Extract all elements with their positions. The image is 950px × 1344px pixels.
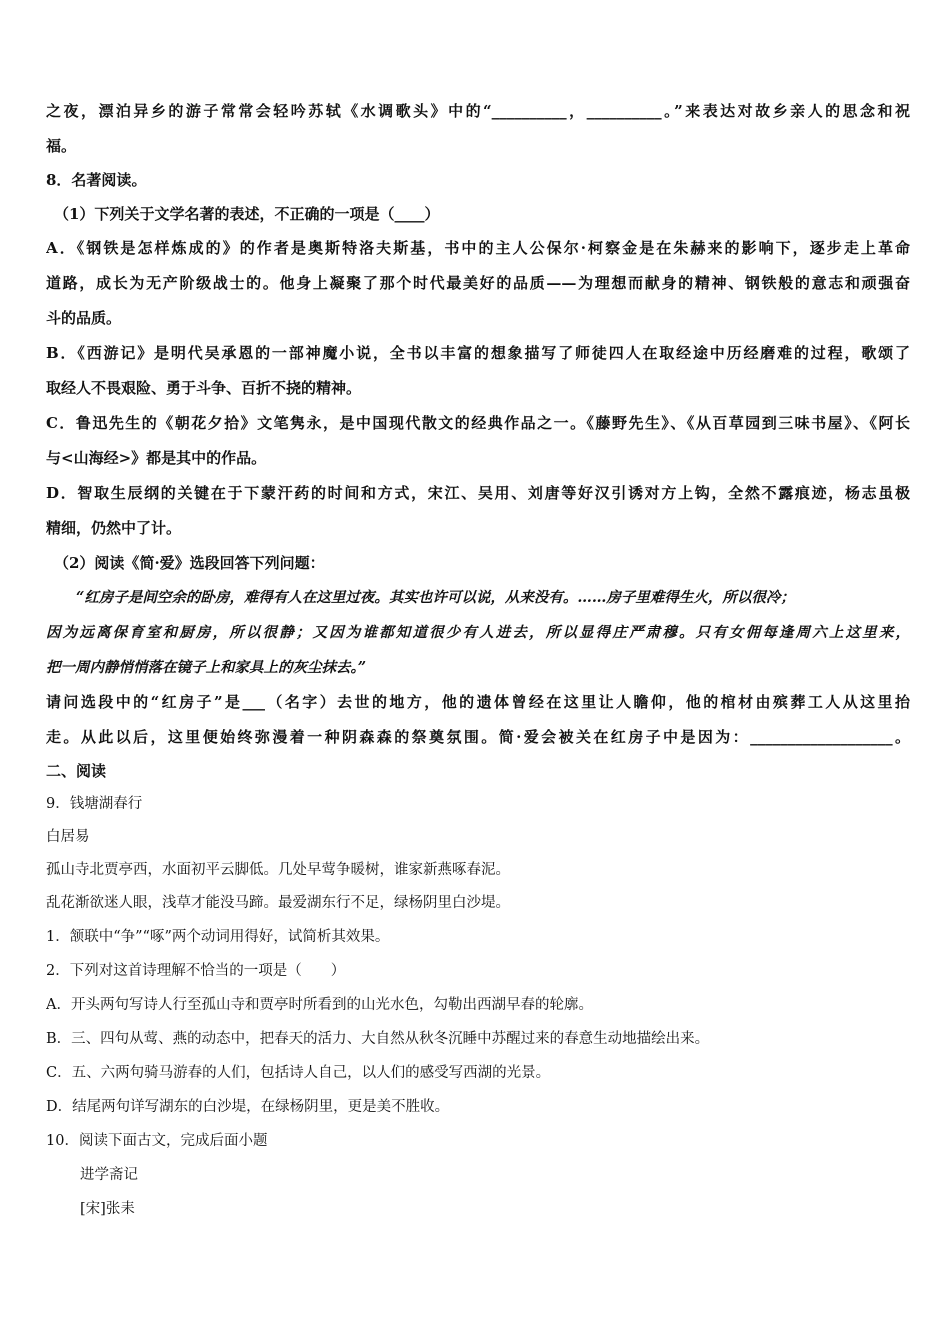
- q10-title: 10．阅读下面古文，完成后面小题: [46, 1133, 268, 1149]
- q8-ask-line-2: 走。从此以后，这里便始终弥漫着一种阴森森的祭奠氛围。简·爱会被关在红房子中是因为：___________________。: [46, 728, 910, 746]
- q8-option-c-line-1: C．鲁迅先生的《朝花夕拾》文笔隽永，是中国现代散文的经典作品之一。《藤野先生》、《从百草园到三味书屋》、《阿长: [46, 414, 910, 432]
- q9-option-d: D．结尾两句详写湖东的白沙堤，在绿杨阴里，更是美不胜收。: [46, 1099, 450, 1115]
- q9-option-c: C．五、六两句骑马游春的人们，包括诗人自己，以人们的感受写西湖的光景。: [46, 1065, 551, 1081]
- q9-poem-author: 白居易: [46, 829, 90, 845]
- q8-option-b-line-2: 取经人不畏艰险、勇于斗争、百折不挠的精神。: [46, 379, 362, 397]
- q8-ask-line-1: 请问选段中的“红房子”是___（名字）去世的地方，他的遗体曾经在这里让人瞻仰，他的棺材由殡葬工人从这里抬: [46, 693, 910, 711]
- document-page: [46, 94, 910, 1226]
- q9-option-a: A．开头两句写诗人行至孤山寺和贾亭时所看到的山光水色，勾勒出西湖早春的轮廓。: [46, 997, 593, 1013]
- q9-poem-line-2: 乱花渐欲迷人眼，浅草才能没马蹄。最爱湖东行不足，绿杨阴里白沙堤。: [46, 895, 510, 911]
- q9-title: 9．钱塘湖春行: [46, 796, 143, 812]
- q8-sub-question-1: （1）下列关于文学名著的表述，不正确的一项是（____）: [54, 205, 440, 223]
- q9-poem-line-1: 孤山寺北贾亭西，水面初平云脚低。几处早莺争暖树，谁家新燕啄春泥。: [46, 862, 510, 878]
- q8-option-c-line-2: 与<山海经>》都是其中的作品。: [46, 449, 267, 467]
- q8-option-d-line-1: D．智取生辰纲的关键在于下蒙汗药的时间和方式，宋江、吴用、刘唐等好汉引诱对方上钩，全然不露痕迹，杨志虽极: [46, 484, 910, 502]
- section-2-heading: 二、阅读: [46, 762, 107, 780]
- q8-option-a-line-1: A．《钢铁是怎样炼成的》的作者是奥斯特洛夫斯基，书中的主人公保尔·柯察金是在朱赫来的影响下，逐步走上革命: [46, 239, 910, 257]
- q10-text-author: [宋]张耒: [80, 1201, 135, 1217]
- jane-eyre-excerpt-line-3: 把一周内静悄悄落在镜子上和家具上的灰尘抹去。”: [46, 659, 367, 676]
- jane-eyre-excerpt-line-2: 因为远离保育室和厨房，所以很静；又因为谁都知道很少有人进去，所以显得庄严肃穆。只有女佣每逢周六上这里来，: [46, 624, 910, 641]
- q7-line-2: 福。: [46, 137, 77, 155]
- jane-eyre-excerpt-line-1: “红房子是间空余的卧房，难得有人在这里过夜。其实也许可以说，从来没有。……房子里难得生火，所以很冷；: [76, 589, 795, 606]
- q9-question-1: 1．颔联中“争”“啄”两个动词用得好，试简析其效果。: [46, 929, 390, 945]
- q8-option-a-line-2: 道路，成长为无产阶级战士的。他身上凝聚了那个时代最美好的品质——为理想而献身的精神、钢铁般的意志和顽强奋: [46, 274, 910, 292]
- q7-line-1: 之夜，漂泊异乡的游子常常会轻吟苏轼《水调歌头》中的“__________，__________。”来表达对故乡亲人的思念和祝: [46, 102, 910, 120]
- q10-text-title: 进学斋记: [80, 1167, 138, 1183]
- q8-title: 8．名著阅读。: [46, 171, 147, 189]
- q9-option-b: B．三、四句从莺、燕的动态中，把春天的活力、大自然从秋冬沉睡中苏醒过来的春意生动地描绘出来。: [46, 1031, 710, 1047]
- q8-sub-question-2: （2）阅读《简·爱》选段回答下列问题：: [54, 554, 325, 572]
- q8-option-a-line-3: 斗的品质。: [46, 309, 122, 327]
- q8-option-d-line-2: 精细，仍然中了计。: [46, 519, 182, 537]
- q9-question-2: 2．下列对这首诗理解不恰当的一项是（ ）: [46, 963, 346, 979]
- q8-option-b-line-1: B．《西游记》是明代吴承恩的一部神魔小说，全书以丰富的想象描写了师徒四人在取经途中历经磨难的过程，歌颂了: [46, 344, 910, 362]
